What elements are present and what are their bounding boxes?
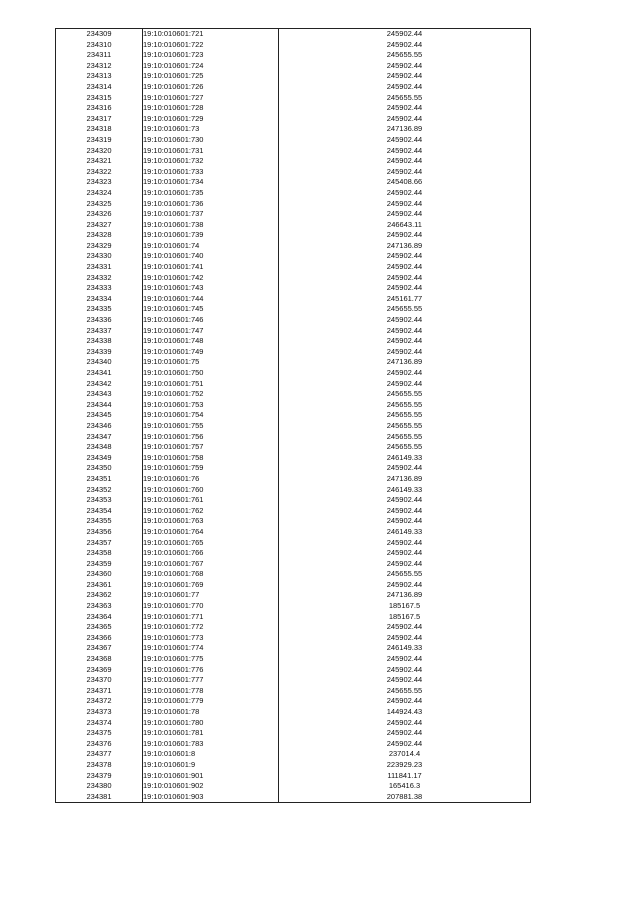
cadastral-value-cell: 245655.55: [279, 50, 531, 61]
cadastral-number-cell: 19:10:010601:764: [143, 527, 279, 538]
table-row: [56, 633, 531, 644]
table-row: [56, 665, 531, 676]
table-row: [56, 749, 531, 760]
cadastral-number-cell: 19:10:010601:777: [143, 675, 279, 686]
table-row: [56, 114, 531, 125]
row-number-cell: 234338: [56, 336, 143, 347]
row-number-cell: 234315: [56, 93, 143, 104]
cadastral-number-cell: 19:10:010601:903: [143, 792, 279, 803]
cadastral-number-cell: 19:10:010601:780: [143, 718, 279, 729]
table-row: [56, 760, 531, 771]
cadastral-number-cell: 19:10:010601:742: [143, 273, 279, 284]
table-row: [56, 601, 531, 612]
table-row: [56, 495, 531, 506]
cadastral-number-cell: 19:10:010601:766: [143, 548, 279, 559]
cadastral-value-cell: 237014.4: [279, 749, 531, 760]
table-row: [56, 559, 531, 570]
cadastral-number-cell: 19:10:010601:733: [143, 167, 279, 178]
row-number-cell: 234331: [56, 262, 143, 273]
cadastral-value-cell: 245408.66: [279, 177, 531, 188]
table-row: [56, 326, 531, 337]
cadastral-number-cell: 19:10:010601:721: [143, 29, 279, 40]
cadastral-value-cell: 207881.38: [279, 792, 531, 803]
cadastral-value-cell: 245902.44: [279, 230, 531, 241]
table-row: [56, 421, 531, 432]
cadastral-value-cell: 144924.43: [279, 707, 531, 718]
cadastral-value-cell: 245902.44: [279, 548, 531, 559]
row-number-cell: 234328: [56, 230, 143, 241]
table-row: [56, 675, 531, 686]
cadastral-value-cell: 245902.44: [279, 633, 531, 644]
row-number-cell: 234322: [56, 167, 143, 178]
table-row: [56, 347, 531, 358]
cadastral-number-cell: 19:10:010601:761: [143, 495, 279, 506]
cadastral-number-cell: 19:10:010601:725: [143, 71, 279, 82]
row-number-cell: 234329: [56, 241, 143, 252]
cadastral-value-cell: 245902.44: [279, 283, 531, 294]
table-row: [56, 61, 531, 72]
cadastral-number-cell: 19:10:010601:73: [143, 124, 279, 135]
table-row: [56, 177, 531, 188]
cadastral-number-cell: 19:10:010601:735: [143, 188, 279, 199]
row-number-cell: 234330: [56, 251, 143, 262]
row-number-cell: 234321: [56, 156, 143, 167]
table-row: [56, 622, 531, 633]
row-number-cell: 234365: [56, 622, 143, 633]
cadastral-number-cell: 19:10:010601:743: [143, 283, 279, 294]
row-number-cell: 234317: [56, 114, 143, 125]
cadastral-value-cell: 245902.44: [279, 251, 531, 262]
cadastral-value-cell: 245902.44: [279, 103, 531, 114]
table-row: [56, 29, 531, 40]
row-number-cell: 234309: [56, 29, 143, 40]
table-row: [56, 516, 531, 527]
table-row: [56, 580, 531, 591]
cadastral-number-cell: 19:10:010601:737: [143, 209, 279, 220]
cadastral-number-cell: 19:10:010601:749: [143, 347, 279, 358]
table-row: [56, 569, 531, 580]
cadastral-value-cell: 245902.44: [279, 654, 531, 665]
table-row: [56, 283, 531, 294]
row-number-cell: 234364: [56, 612, 143, 623]
cadastral-number-cell: 19:10:010601:8: [143, 749, 279, 760]
row-number-cell: 234343: [56, 389, 143, 400]
table-row: [56, 686, 531, 697]
cadastral-number-cell: 19:10:010601:902: [143, 781, 279, 792]
row-number-cell: 234341: [56, 368, 143, 379]
cadastral-number-cell: 19:10:010601:747: [143, 326, 279, 337]
row-number-cell: 234346: [56, 421, 143, 432]
cadastral-value-cell: 245902.44: [279, 273, 531, 284]
row-number-cell: 234336: [56, 315, 143, 326]
row-number-cell: 234312: [56, 61, 143, 72]
cadastral-number-cell: 19:10:010601:774: [143, 643, 279, 654]
cadastral-number-cell: 19:10:010601:760: [143, 485, 279, 496]
cadastral-number-cell: 19:10:010601:756: [143, 432, 279, 443]
cadastral-value-cell: 245902.44: [279, 580, 531, 591]
cadastral-value-cell: 247136.89: [279, 474, 531, 485]
cadastral-value-cell: 246149.33: [279, 453, 531, 464]
row-number-cell: 234376: [56, 739, 143, 750]
cadastral-value-cell: 245655.55: [279, 389, 531, 400]
row-number-cell: 234359: [56, 559, 143, 570]
cadastral-value-cell: 165416.3: [279, 781, 531, 792]
cadastral-value-cell: 185167.5: [279, 601, 531, 612]
cadastral-number-cell: 19:10:010601:728: [143, 103, 279, 114]
cadastral-value-cell: 245902.44: [279, 538, 531, 549]
cadastral-value-cell: 245902.44: [279, 40, 531, 51]
cadastral-number-cell: 19:10:010601:740: [143, 251, 279, 262]
row-number-cell: 234342: [56, 379, 143, 390]
table-row: [56, 230, 531, 241]
row-number-cell: 234368: [56, 654, 143, 665]
cadastral-value-cell: 245902.44: [279, 495, 531, 506]
row-number-cell: 234362: [56, 590, 143, 601]
table-row: [56, 538, 531, 549]
cadastral-number-cell: 19:10:010601:768: [143, 569, 279, 580]
table-row: [56, 612, 531, 623]
cadastral-value-cell: 245902.44: [279, 718, 531, 729]
cadastral-number-cell: 19:10:010601:727: [143, 93, 279, 104]
row-number-cell: 234360: [56, 569, 143, 580]
cadastral-number-cell: 19:10:010601:783: [143, 739, 279, 750]
cadastral-number-cell: 19:10:010601:751: [143, 379, 279, 390]
table-row: [56, 485, 531, 496]
cadastral-number-cell: 19:10:010601:771: [143, 612, 279, 623]
cadastral-value-cell: 245902.44: [279, 199, 531, 210]
row-number-cell: 234349: [56, 453, 143, 464]
row-number-cell: 234377: [56, 749, 143, 760]
table-row: [56, 199, 531, 210]
cadastral-value-cell: 245902.44: [279, 188, 531, 199]
cadastral-value-table: [55, 28, 531, 803]
cadastral-value-cell: 245655.55: [279, 93, 531, 104]
cadastral-number-cell: 19:10:010601:730: [143, 135, 279, 146]
cadastral-number-cell: 19:10:010601:723: [143, 50, 279, 61]
table-body: [56, 29, 531, 803]
cadastral-value-cell: 245902.44: [279, 696, 531, 707]
table-row: [56, 357, 531, 368]
table-row: [56, 40, 531, 51]
row-number-cell: 234347: [56, 432, 143, 443]
cadastral-value-cell: 245902.44: [279, 146, 531, 157]
table-row: [56, 400, 531, 411]
table-row: [56, 410, 531, 421]
row-number-cell: 234375: [56, 728, 143, 739]
cadastral-number-cell: 19:10:010601:744: [143, 294, 279, 305]
table-row: [56, 82, 531, 93]
row-number-cell: 234311: [56, 50, 143, 61]
table-row: [56, 590, 531, 601]
table-row: [56, 71, 531, 82]
cadastral-value-cell: 245655.55: [279, 686, 531, 697]
table-row: [56, 781, 531, 792]
table-row: [56, 506, 531, 517]
table-row: [56, 527, 531, 538]
cadastral-value-cell: 245902.44: [279, 516, 531, 527]
cadastral-value-cell: 245902.44: [279, 559, 531, 570]
cadastral-value-cell: 245902.44: [279, 336, 531, 347]
cadastral-number-cell: 19:10:010601:775: [143, 654, 279, 665]
table-row: [56, 167, 531, 178]
cadastral-number-cell: 19:10:010601:746: [143, 315, 279, 326]
table-row: [56, 728, 531, 739]
cadastral-number-cell: 19:10:010601:9: [143, 760, 279, 771]
table-row: [56, 463, 531, 474]
cadastral-value-cell: 245902.44: [279, 315, 531, 326]
table-row: [56, 739, 531, 750]
cadastral-number-cell: 19:10:010601:739: [143, 230, 279, 241]
cadastral-value-cell: 245902.44: [279, 739, 531, 750]
row-number-cell: 234367: [56, 643, 143, 654]
cadastral-value-cell: 245902.44: [279, 82, 531, 93]
row-number-cell: 234313: [56, 71, 143, 82]
cadastral-number-cell: 19:10:010601:731: [143, 146, 279, 157]
table-row: [56, 124, 531, 135]
table-row: [56, 432, 531, 443]
cadastral-value-cell: 247136.89: [279, 590, 531, 601]
cadastral-value-cell: 245655.55: [279, 442, 531, 453]
table-row: [56, 220, 531, 231]
table-row: [56, 315, 531, 326]
row-number-cell: 234344: [56, 400, 143, 411]
table-row: [56, 643, 531, 654]
row-number-cell: 234353: [56, 495, 143, 506]
cadastral-value-cell: 185167.5: [279, 612, 531, 623]
cadastral-number-cell: 19:10:010601:724: [143, 61, 279, 72]
row-number-cell: 234319: [56, 135, 143, 146]
row-number-cell: 234323: [56, 177, 143, 188]
table-row: [56, 718, 531, 729]
row-number-cell: 234370: [56, 675, 143, 686]
cadastral-value-cell: 247136.89: [279, 241, 531, 252]
cadastral-number-cell: 19:10:010601:759: [143, 463, 279, 474]
cadastral-value-cell: 245902.44: [279, 209, 531, 220]
row-number-cell: 234350: [56, 463, 143, 474]
cadastral-value-cell: 245655.55: [279, 569, 531, 580]
row-number-cell: 234335: [56, 304, 143, 315]
cadastral-value-cell: 111841.17: [279, 771, 531, 782]
cadastral-value-cell: 245902.44: [279, 61, 531, 72]
cadastral-value-cell: 245655.55: [279, 410, 531, 421]
row-number-cell: 234374: [56, 718, 143, 729]
table-row: [56, 654, 531, 665]
cadastral-value-cell: 245655.55: [279, 421, 531, 432]
cadastral-number-cell: 19:10:010601:753: [143, 400, 279, 411]
table-row: [56, 771, 531, 782]
cadastral-value-cell: 245902.44: [279, 262, 531, 273]
row-number-cell: 234314: [56, 82, 143, 93]
cadastral-value-cell: 245902.44: [279, 167, 531, 178]
cadastral-number-cell: 19:10:010601:776: [143, 665, 279, 676]
table-row: [56, 135, 531, 146]
table-row: [56, 696, 531, 707]
cadastral-value-cell: 245902.44: [279, 728, 531, 739]
cadastral-value-cell: 246149.33: [279, 527, 531, 538]
table-row: [56, 453, 531, 464]
table-row: [56, 474, 531, 485]
row-number-cell: 234345: [56, 410, 143, 421]
cadastral-number-cell: 19:10:010601:74: [143, 241, 279, 252]
row-number-cell: 234327: [56, 220, 143, 231]
row-number-cell: 234340: [56, 357, 143, 368]
row-number-cell: 234348: [56, 442, 143, 453]
cadastral-number-cell: 19:10:010601:758: [143, 453, 279, 464]
cadastral-number-cell: 19:10:010601:736: [143, 199, 279, 210]
table-row: [56, 442, 531, 453]
row-number-cell: 234316: [56, 103, 143, 114]
cadastral-value-cell: 245902.44: [279, 675, 531, 686]
row-number-cell: 234334: [56, 294, 143, 305]
cadastral-number-cell: 19:10:010601:75: [143, 357, 279, 368]
row-number-cell: 234357: [56, 538, 143, 549]
row-number-cell: 234381: [56, 792, 143, 803]
cadastral-value-cell: 246149.33: [279, 643, 531, 654]
table-row: [56, 209, 531, 220]
cadastral-number-cell: 19:10:010601:762: [143, 506, 279, 517]
table-row: [56, 707, 531, 718]
cadastral-number-cell: 19:10:010601:773: [143, 633, 279, 644]
table-row: [56, 389, 531, 400]
row-number-cell: 234325: [56, 199, 143, 210]
cadastral-value-cell: 245902.44: [279, 379, 531, 390]
table-row: [56, 93, 531, 104]
cadastral-number-cell: 19:10:010601:741: [143, 262, 279, 273]
table-row: [56, 336, 531, 347]
row-number-cell: 234332: [56, 273, 143, 284]
cadastral-value-cell: 246149.33: [279, 485, 531, 496]
row-number-cell: 234369: [56, 665, 143, 676]
cadastral-number-cell: 19:10:010601:772: [143, 622, 279, 633]
row-number-cell: 234339: [56, 347, 143, 358]
row-number-cell: 234354: [56, 506, 143, 517]
row-number-cell: 234310: [56, 40, 143, 51]
table-row: [56, 548, 531, 559]
table-row: [56, 156, 531, 167]
cadastral-number-cell: 19:10:010601:722: [143, 40, 279, 51]
cadastral-value-cell: 245902.44: [279, 71, 531, 82]
cadastral-number-cell: 19:10:010601:726: [143, 82, 279, 93]
cadastral-value-cell: 245902.44: [279, 326, 531, 337]
row-number-cell: 234318: [56, 124, 143, 135]
row-number-cell: 234380: [56, 781, 143, 792]
cadastral-value-cell: 245902.44: [279, 135, 531, 146]
table-row: [56, 188, 531, 199]
cadastral-value-cell: 223929.23: [279, 760, 531, 771]
table-row: [56, 262, 531, 273]
cadastral-number-cell: 19:10:010601:738: [143, 220, 279, 231]
cadastral-value-cell: 245902.44: [279, 463, 531, 474]
cadastral-number-cell: 19:10:010601:754: [143, 410, 279, 421]
cadastral-number-cell: 19:10:010601:729: [143, 114, 279, 125]
row-number-cell: 234363: [56, 601, 143, 612]
table-row: [56, 103, 531, 114]
cadastral-number-cell: 19:10:010601:770: [143, 601, 279, 612]
row-number-cell: 234373: [56, 707, 143, 718]
cadastral-number-cell: 19:10:010601:763: [143, 516, 279, 527]
row-number-cell: 234358: [56, 548, 143, 559]
cadastral-value-cell: 246643.11: [279, 220, 531, 231]
row-number-cell: 234320: [56, 146, 143, 157]
cadastral-number-cell: 19:10:010601:745: [143, 304, 279, 315]
row-number-cell: 234361: [56, 580, 143, 591]
row-number-cell: 234351: [56, 474, 143, 485]
table-row: [56, 304, 531, 315]
row-number-cell: 234326: [56, 209, 143, 220]
cadastral-number-cell: 19:10:010601:76: [143, 474, 279, 485]
table-row: [56, 294, 531, 305]
table-row: [56, 241, 531, 252]
cadastral-value-cell: 245655.55: [279, 432, 531, 443]
cadastral-number-cell: 19:10:010601:769: [143, 580, 279, 591]
table-row: [56, 368, 531, 379]
cadastral-number-cell: 19:10:010601:901: [143, 771, 279, 782]
cadastral-number-cell: 19:10:010601:750: [143, 368, 279, 379]
cadastral-number-cell: 19:10:010601:767: [143, 559, 279, 570]
row-number-cell: 234356: [56, 527, 143, 538]
cadastral-value-cell: 245902.44: [279, 347, 531, 358]
row-number-cell: 234372: [56, 696, 143, 707]
table-row: [56, 792, 531, 803]
row-number-cell: 234324: [56, 188, 143, 199]
cadastral-value-cell: 245902.44: [279, 665, 531, 676]
cadastral-number-cell: 19:10:010601:78: [143, 707, 279, 718]
cadastral-value-cell: 247136.89: [279, 124, 531, 135]
table-row: [56, 146, 531, 157]
cadastral-value-cell: 245902.44: [279, 506, 531, 517]
cadastral-number-cell: 19:10:010601:779: [143, 696, 279, 707]
cadastral-value-cell: 247136.89: [279, 357, 531, 368]
cadastral-number-cell: 19:10:010601:748: [143, 336, 279, 347]
table-row: [56, 379, 531, 390]
cadastral-value-cell: 245655.55: [279, 400, 531, 411]
row-number-cell: 234352: [56, 485, 143, 496]
table-row: [56, 251, 531, 262]
row-number-cell: 234378: [56, 760, 143, 771]
cadastral-value-cell: 245902.44: [279, 368, 531, 379]
cadastral-number-cell: 19:10:010601:778: [143, 686, 279, 697]
row-number-cell: 234355: [56, 516, 143, 527]
cadastral-number-cell: 19:10:010601:734: [143, 177, 279, 188]
cadastral-number-cell: 19:10:010601:732: [143, 156, 279, 167]
cadastral-number-cell: 19:10:010601:752: [143, 389, 279, 400]
row-number-cell: 234333: [56, 283, 143, 294]
cadastral-value-cell: 245902.44: [279, 156, 531, 167]
cadastral-number-cell: 19:10:010601:757: [143, 442, 279, 453]
cadastral-value-cell: 245902.44: [279, 114, 531, 125]
table-row: [56, 273, 531, 284]
cadastral-number-cell: 19:10:010601:781: [143, 728, 279, 739]
row-number-cell: 234379: [56, 771, 143, 782]
cadastral-value-cell: 245655.55: [279, 304, 531, 315]
row-number-cell: 234366: [56, 633, 143, 644]
row-number-cell: 234371: [56, 686, 143, 697]
cadastral-value-cell: 245161.77: [279, 294, 531, 305]
table-row: [56, 50, 531, 61]
cadastral-number-cell: 19:10:010601:765: [143, 538, 279, 549]
cadastral-number-cell: 19:10:010601:755: [143, 421, 279, 432]
cadastral-value-cell: 245902.44: [279, 622, 531, 633]
cadastral-number-cell: 19:10:010601:77: [143, 590, 279, 601]
cadastral-value-cell: 245902.44: [279, 29, 531, 40]
row-number-cell: 234337: [56, 326, 143, 337]
